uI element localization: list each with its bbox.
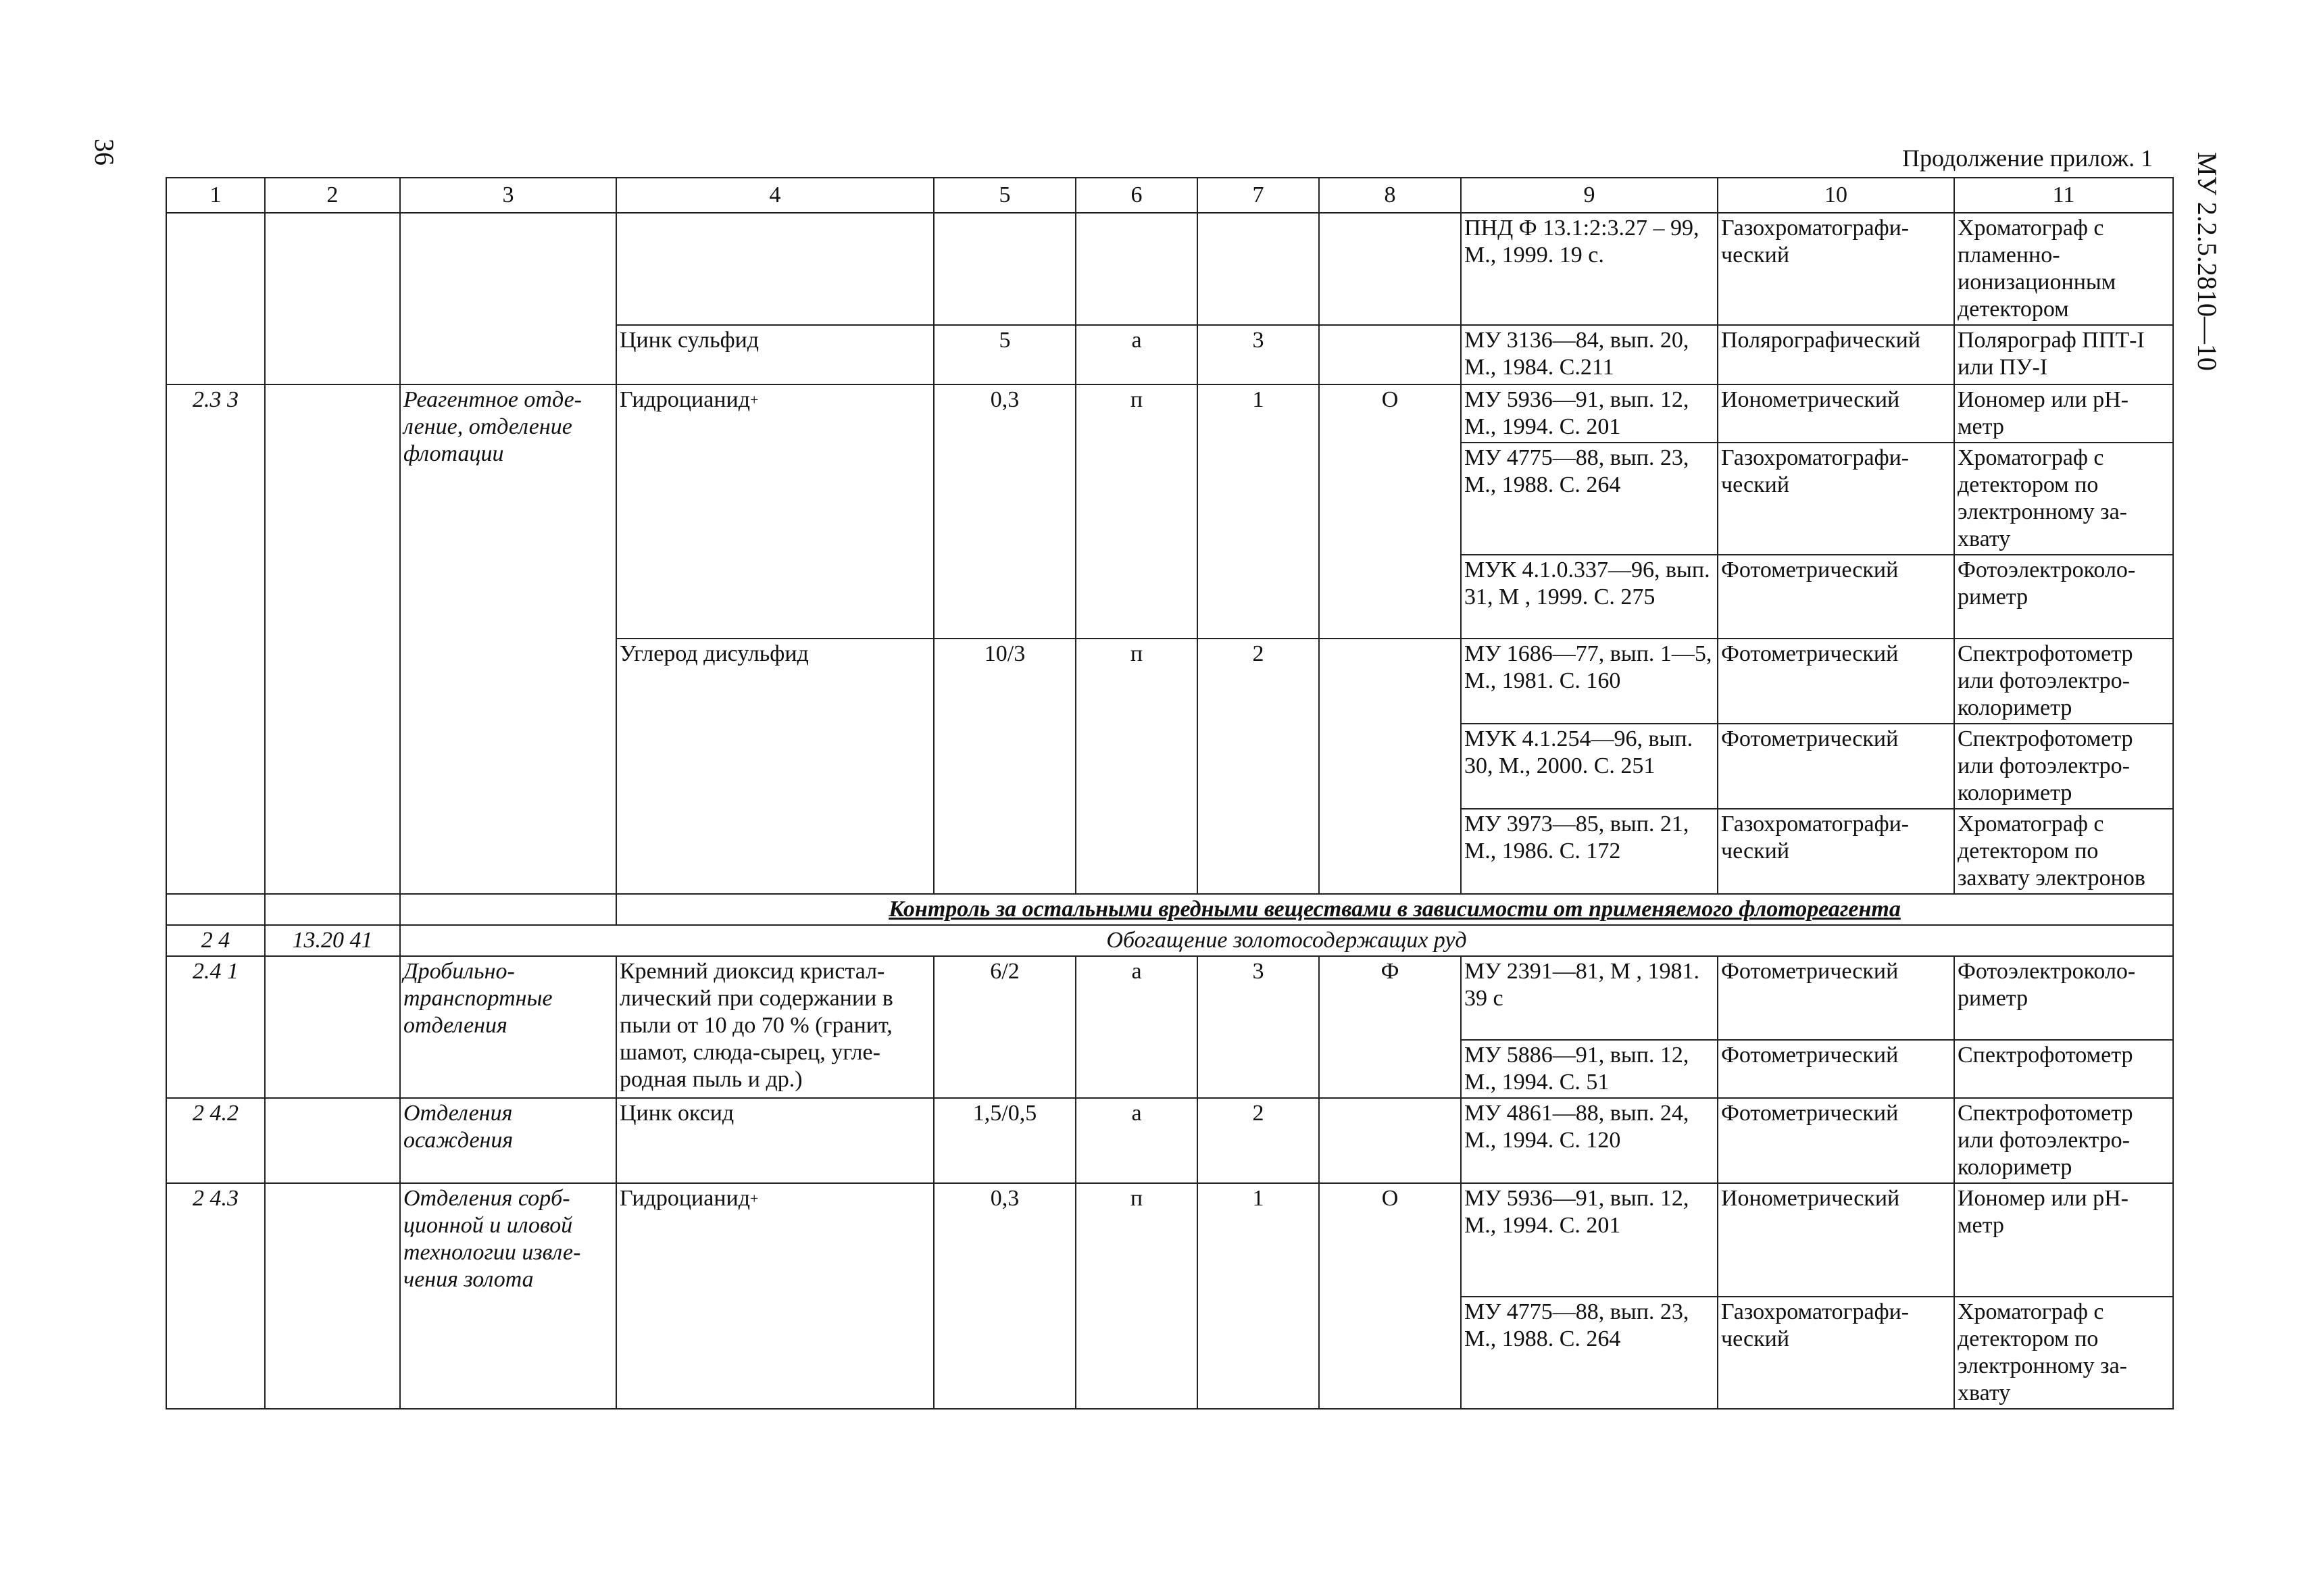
method-type: Фотометрический — [1718, 1040, 1954, 1098]
instrument: Фотоэлектроколо-риметр — [1954, 956, 2173, 1040]
method-type: Фотометрический — [1718, 1098, 1954, 1183]
method-reference: МУ 5936—91, вып. 12, М., 1994. С. 201 — [1461, 384, 1718, 443]
hazard-class: 2 — [1197, 639, 1319, 894]
column-number-row — [166, 178, 2173, 213]
table-cell — [265, 213, 400, 325]
table-cell — [265, 384, 400, 894]
method-reference: МУ 4775—88, вып. 23, М., 1988. С. 264 — [1461, 1297, 1718, 1409]
effect-feature: Ф — [1319, 956, 1461, 1098]
method-type: Ионометрический — [1718, 384, 1954, 443]
table-row — [166, 1183, 2173, 1297]
substance-name: Цинк сульфид — [616, 325, 934, 384]
control-heading: Контроль за остальными вредными веществами в зависимости от применяемого флотореагента — [616, 894, 2173, 925]
col-number: 10 — [1718, 178, 1954, 213]
instrument: Хроматограф с детектором по электронному за-хвату — [1954, 443, 2173, 555]
table-row — [166, 325, 2173, 384]
method-reference: МУ 5936—91, вып. 12, М., 1994. С. 201 — [1461, 1183, 1718, 1297]
section-number: 2 4.3 — [166, 1183, 265, 1409]
substance-cell — [616, 1183, 934, 1409]
table-cell — [265, 325, 400, 384]
workshop-name: Реагентное отде-ление, отделение флотации — [400, 384, 616, 894]
table-cell — [265, 956, 400, 1098]
col-number: 6 — [1076, 178, 1197, 213]
method-reference: МУК 4.1.254—96, вып. 30, М., 2000. С. 251 — [1461, 724, 1718, 809]
substance-name: Гидроцианид — [620, 1186, 751, 1211]
hazard-class: 3 — [1197, 325, 1319, 384]
table-cell — [934, 213, 1076, 325]
table-cell — [400, 894, 616, 925]
hazard-class: 3 — [1197, 956, 1319, 1098]
method-type: Газохроматографи-ческий — [1718, 443, 1954, 555]
instrument: Фотоэлектроколо-риметр — [1954, 555, 2173, 639]
page-number: 36 — [89, 139, 120, 166]
effect-feature: О — [1319, 384, 1461, 639]
workshop-name: Дробильно-транспортные отделения — [400, 956, 616, 1098]
table-cell — [265, 894, 400, 925]
section-number: 2 4.2 — [166, 1098, 265, 1183]
section-number: 2.4 1 — [166, 956, 265, 1098]
table-cell — [1076, 213, 1197, 325]
instrument: Хроматограф с детектором по захвату электронов — [1954, 809, 2173, 894]
hazard-class: 1 — [1197, 384, 1319, 639]
aggregate-state: а — [1076, 956, 1197, 1098]
col-number: 7 — [1197, 178, 1319, 213]
col-number: 3 — [400, 178, 616, 213]
method-type: Фотометрический — [1718, 639, 1954, 724]
substance-name: Углерод дисульфид — [616, 639, 934, 894]
method-reference: МУ 1686—77, вып. 1—5, М., 1981. С. 160 — [1461, 639, 1718, 724]
aggregate-state: п — [1076, 639, 1197, 894]
table-cell — [1319, 325, 1461, 384]
instrument: Иономер или pH-метр — [1954, 384, 2173, 443]
aggregate-state: п — [1076, 384, 1197, 639]
method-type: Газохроматографи-ческий — [1718, 1297, 1954, 1409]
method-type: Ионометрический — [1718, 1183, 1954, 1297]
aggregate-state: а — [1076, 1098, 1197, 1183]
substance-name: Кремний диоксид кристал-лический при содержании в пыли от 10 до 70 % (гранит, шамот, слюда-сырец, угле-родная пыль и др.) — [616, 956, 934, 1098]
method-type: Фотометрический — [1718, 724, 1954, 809]
table-cell — [166, 325, 265, 384]
section-heading: Обогащение золотосодержащих руд — [400, 925, 2173, 956]
method-type: Полярографический — [1718, 325, 1954, 384]
instrument: Спектрофотометр или фотоэлектро-колориметр — [1954, 1098, 2173, 1183]
hazard-class: 2 — [1197, 1098, 1319, 1183]
table-cell — [616, 213, 934, 325]
aggregate-state: п — [1076, 1183, 1197, 1409]
method-reference: ПНД Ф 13.1:2:3.27 – 99, М., 1999. 19 с. — [1461, 213, 1718, 325]
table-cell — [1197, 213, 1319, 325]
method-reference: МУ 3136—84, вып. 20, М., 1984. С.211 — [1461, 325, 1718, 384]
method-reference: МУ 3973—85, вып. 21, М., 1986. С. 172 — [1461, 809, 1718, 894]
method-reference: МУ 4861—88, вып. 24, М., 1994. С. 120 — [1461, 1098, 1718, 1183]
hazard-class: 1 — [1197, 1183, 1319, 1409]
col-number: 4 — [616, 178, 934, 213]
substance-name: Гидроцианид — [620, 387, 751, 412]
col-number: 1 — [166, 178, 265, 213]
col-number: 11 — [1954, 178, 2173, 213]
method-reference: МУ 5886—91, вып. 12, М., 1994. С. 51 — [1461, 1040, 1718, 1098]
instrument: Хроматограф с пламенно-ионизационным детектором — [1954, 213, 2173, 325]
instrument: Спектрофотометр — [1954, 1040, 2173, 1098]
table-row — [166, 894, 2173, 925]
table-cell — [400, 213, 616, 325]
method-type: Газохроматографи-ческий — [1718, 809, 1954, 894]
workshop-name: Отделения сорб-ционной и иловой технологии извле-чения золота — [400, 1183, 616, 1409]
substance-name: Цинк оксид — [616, 1098, 934, 1183]
table-cell — [400, 325, 616, 384]
method-reference: МУК 4.1.0.337—96, вып. 31, М , 1999. С. 275 — [1461, 555, 1718, 639]
continuation-title: Продолжение прилож. 1 — [1902, 145, 2154, 172]
col-number: 2 — [265, 178, 400, 213]
table-row — [166, 956, 2173, 1040]
table-cell — [166, 213, 265, 325]
mac-value: 10/3 — [934, 639, 1076, 894]
instrument: Хроматограф с детектором по электронному за-хвату — [1954, 1297, 2173, 1409]
mac-value: 6/2 — [934, 956, 1076, 1098]
document-code: МУ 2.2.5.2810—10 — [2192, 152, 2222, 371]
method-type: Фотометрический — [1718, 956, 1954, 1040]
mac-value: 1,5/0,5 — [934, 1098, 1076, 1183]
table-cell — [166, 894, 265, 925]
method-reference: МУ 2391—81, М , 1981. 39 с — [1461, 956, 1718, 1040]
workshop-name: Отделения осаждения — [400, 1098, 616, 1183]
table-cell — [265, 1098, 400, 1183]
section-number: 2 4 — [166, 925, 265, 956]
instrument: Спектрофотометр или фотоэлектро-колориметр — [1954, 639, 2173, 724]
col-number: 9 — [1461, 178, 1718, 213]
table-row — [166, 213, 2173, 325]
col-number: 8 — [1319, 178, 1461, 213]
instrument: Полярограф ППТ-I или ПУ-I — [1954, 325, 2173, 384]
mac-value: 0,3 — [934, 384, 1076, 639]
table-cell — [1319, 1098, 1461, 1183]
instrument: Иономер или pH-метр — [1954, 1183, 2173, 1297]
instrument: Спектрофотометр или фотоэлектро-колориметр — [1954, 724, 2173, 809]
table-cell — [265, 1183, 400, 1409]
industry-code: 13.20 41 — [265, 925, 400, 956]
table-row — [166, 925, 2173, 956]
substance-superscript: + — [750, 391, 759, 408]
substance-cell — [616, 384, 934, 639]
table-row — [166, 1098, 2173, 1183]
table-row — [166, 384, 2173, 443]
mac-value: 0,3 — [934, 1183, 1076, 1409]
aggregate-state: а — [1076, 325, 1197, 384]
col-number: 5 — [934, 178, 1076, 213]
substance-superscript: + — [750, 1190, 759, 1207]
table-cell — [1319, 213, 1461, 325]
method-type: Газохроматографи-ческий — [1718, 213, 1954, 325]
table-cell — [1319, 639, 1461, 894]
method-reference: МУ 4775—88, вып. 23, М., 1988. С. 264 — [1461, 443, 1718, 555]
section-number: 2.3 3 — [166, 384, 265, 894]
appendix-table — [166, 177, 2174, 1410]
method-type: Фотометрический — [1718, 555, 1954, 639]
mac-value: 5 — [934, 325, 1076, 384]
effect-feature: О — [1319, 1183, 1461, 1409]
